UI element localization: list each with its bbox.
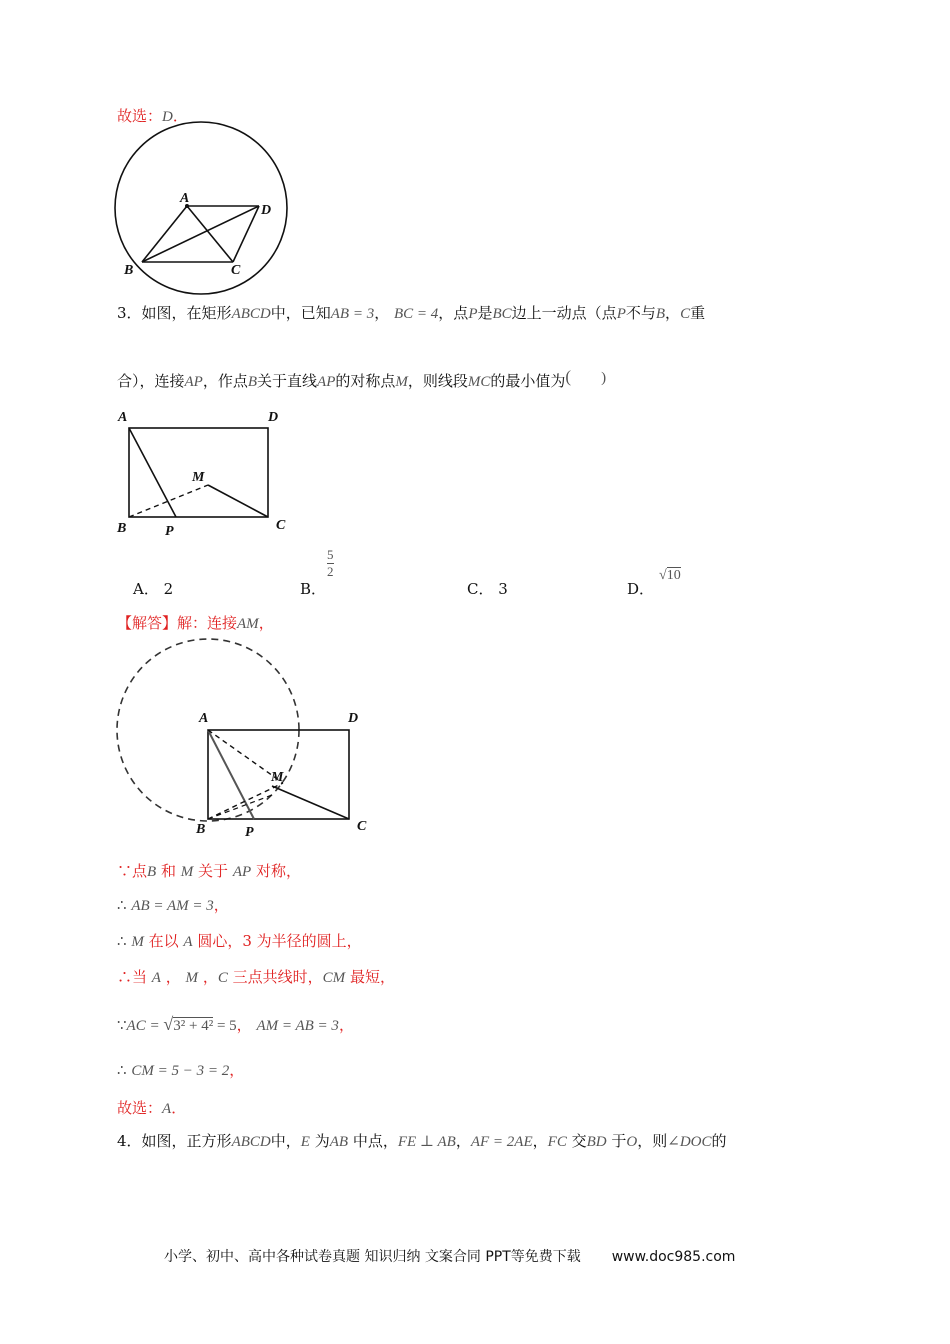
q4-var: ABCD bbox=[231, 1134, 271, 1150]
q3-text: 不与 bbox=[625, 304, 656, 322]
sol-var: C bbox=[217, 970, 228, 986]
solution-line3 bbox=[117, 930, 362, 951]
sol-text: 最短， bbox=[349, 968, 395, 986]
fig3-label-m: M bbox=[271, 770, 284, 785]
q4-var: O bbox=[626, 1134, 638, 1150]
q4-eq: FE ⊥ AB bbox=[397, 1134, 456, 1150]
q3-var: P bbox=[468, 306, 478, 322]
option-c-value: 3 bbox=[498, 580, 508, 598]
solution-line6 bbox=[117, 1059, 244, 1080]
sqrt-radicand: 10 bbox=[666, 568, 681, 583]
sol-text: ， bbox=[165, 968, 181, 986]
q3-text: ，则线段 bbox=[407, 372, 468, 390]
fig2-label-p: P bbox=[165, 524, 174, 539]
q3-text: ， bbox=[374, 304, 390, 322]
q3-var: P bbox=[616, 306, 626, 322]
solution-header bbox=[117, 612, 274, 633]
q4-var: AB bbox=[329, 1134, 349, 1150]
sol-var: A bbox=[183, 934, 193, 950]
solution-line4 bbox=[117, 966, 395, 987]
sol-text: 对称， bbox=[255, 862, 301, 880]
solution-line5 bbox=[117, 1014, 354, 1035]
solution-head-end: ， bbox=[258, 614, 274, 632]
sol-sqrt: √ bbox=[163, 1014, 174, 1034]
fig3-label-d: D bbox=[348, 711, 359, 726]
sol-ans-var: A bbox=[162, 1101, 172, 1117]
answer-suffix: ． bbox=[172, 107, 188, 125]
fig1-line-ac bbox=[187, 206, 233, 262]
q4-text: 中点， bbox=[352, 1132, 398, 1150]
q3-var: M bbox=[395, 374, 408, 390]
sol-var: B bbox=[147, 864, 157, 880]
q4-text: 如图，正方形 bbox=[141, 1132, 232, 1150]
fig2-label-c: C bbox=[276, 518, 286, 533]
fig3-label-a: A bbox=[199, 711, 209, 726]
fig3-label-c: C bbox=[357, 819, 367, 834]
fig2-label-m: M bbox=[192, 470, 205, 485]
sol-var: M bbox=[180, 864, 194, 880]
sol-eq: CM = 5 − 3 = 2 bbox=[131, 1063, 230, 1079]
q3-var: ABCD bbox=[231, 306, 271, 322]
q3-var: AP bbox=[184, 374, 203, 390]
q4-var: E bbox=[300, 1134, 310, 1150]
q3-line2 bbox=[117, 367, 607, 391]
fig2-line-mc bbox=[208, 485, 268, 517]
sol-text: ∴当 bbox=[117, 968, 148, 986]
sol-text: ， bbox=[202, 968, 218, 986]
q3-text: 是 bbox=[477, 304, 493, 322]
q4-var: BD bbox=[586, 1134, 607, 1150]
q3-paren: ) bbox=[601, 370, 607, 386]
q4-number: 4． bbox=[117, 1132, 142, 1150]
sol-eq: AC = bbox=[126, 1018, 164, 1034]
footer-url[interactable]: www.doc985.com bbox=[611, 1249, 736, 1265]
q4-var: ∠DOC bbox=[667, 1134, 712, 1150]
solution-head-var: AM bbox=[237, 616, 259, 632]
q4-text: ，则 bbox=[637, 1132, 668, 1150]
fig3-label-p: P bbox=[245, 825, 254, 840]
q3-var: MC bbox=[467, 374, 491, 390]
q3-text: ，点 bbox=[438, 304, 469, 322]
q3-text: 如图，在矩形 bbox=[141, 304, 232, 322]
option-a-label: A． bbox=[133, 580, 159, 598]
q3-number: 3． bbox=[117, 304, 142, 322]
sol-text: ∵点 bbox=[117, 862, 148, 880]
sol-symbol: ∵ bbox=[117, 1018, 127, 1034]
sol-var: A bbox=[151, 970, 161, 986]
sol-text: ， bbox=[229, 1061, 245, 1079]
fig1-label-b: B bbox=[124, 263, 134, 278]
fig1-label-a: A bbox=[180, 191, 190, 206]
q3-eq: AB = 3 bbox=[330, 306, 375, 322]
q4-eq: AF = 2AE bbox=[470, 1134, 533, 1150]
fig1-line-cd bbox=[233, 206, 259, 262]
option-b-label: B． bbox=[300, 580, 327, 598]
fig1-label-d: D bbox=[261, 203, 272, 218]
sol-eq: = 5 bbox=[213, 1018, 237, 1034]
q4-text: 中， bbox=[270, 1132, 301, 1150]
sol-text: 三点共线时， bbox=[232, 968, 323, 986]
q3-var: BC bbox=[492, 306, 512, 322]
fig3-line-mc bbox=[272, 786, 349, 819]
sol-eq: AB = AM = 3 bbox=[131, 898, 214, 914]
solution-head-text: 【解答】解：连接 bbox=[117, 614, 238, 632]
q4-text: 交 bbox=[571, 1132, 587, 1150]
option-c-label: C． bbox=[467, 580, 494, 598]
sol-text: 和 bbox=[160, 862, 176, 880]
fig3-label-b: B bbox=[196, 822, 206, 837]
q3-text: ，作点 bbox=[202, 372, 248, 390]
q3-var: C bbox=[680, 306, 691, 322]
fig3-line-ap bbox=[208, 730, 254, 819]
fig2-line-bm bbox=[129, 485, 208, 517]
sol-var: M bbox=[185, 970, 199, 986]
fraction bbox=[327, 548, 334, 579]
sol-text: 关于 bbox=[198, 862, 229, 880]
q3-var: AP bbox=[317, 374, 336, 390]
solution-answer bbox=[117, 1097, 186, 1118]
q3-paren: ( bbox=[565, 367, 572, 386]
sol-text: 在以 bbox=[148, 932, 179, 950]
q4-text: ， bbox=[532, 1132, 548, 1150]
option-a-value: 2 bbox=[163, 580, 174, 598]
solution-line2 bbox=[117, 894, 229, 915]
q4-text: 的 bbox=[711, 1132, 727, 1150]
option-a[interactable] bbox=[133, 578, 173, 599]
q3-text: 的最小值为 bbox=[490, 372, 566, 390]
footer-text: 小学、初中、高中各种试卷真题 知识归纳 文案合同 PPT等免费下载 bbox=[164, 1249, 581, 1265]
q3-text: 合），连接 bbox=[117, 372, 185, 390]
q4-text: 于 bbox=[611, 1132, 627, 1150]
sqrt-symbol: √ bbox=[659, 568, 667, 583]
option-b[interactable] bbox=[300, 578, 326, 599]
q4-text: ， bbox=[455, 1132, 471, 1150]
fraction-denominator: 2 bbox=[327, 564, 334, 579]
fig2-label-a: A bbox=[118, 410, 128, 425]
fig2-label-b: B bbox=[117, 521, 127, 536]
sol-text: ， bbox=[213, 896, 229, 914]
option-d-label: D． bbox=[627, 580, 655, 598]
q3-text: 边上一动点（点 bbox=[511, 304, 617, 322]
sol-symbol: ∴ bbox=[117, 934, 127, 950]
sol-radicand: 3² + 4² bbox=[173, 1018, 214, 1034]
q3-line1 bbox=[117, 302, 705, 323]
fig1-line-bd bbox=[142, 206, 259, 262]
sol-symbol: ∴ bbox=[117, 1063, 127, 1079]
q4-var: FC bbox=[547, 1134, 567, 1150]
q3-text: 中，已知 bbox=[270, 304, 331, 322]
answer-prefix: 故选： bbox=[117, 107, 163, 125]
sol-var: M bbox=[131, 934, 144, 950]
q4-line1 bbox=[117, 1130, 727, 1151]
sol-text: 圆心，3 为半径的圆上， bbox=[197, 932, 362, 950]
q3-text: 关于直线 bbox=[257, 372, 318, 390]
option-d[interactable] bbox=[627, 578, 654, 599]
fig1-line-ab bbox=[142, 206, 187, 262]
fraction-numerator: 5 bbox=[327, 547, 334, 562]
q3-text: ， bbox=[665, 304, 681, 322]
q3-var: B bbox=[655, 306, 666, 322]
sol-ans-prefix: 故选： bbox=[117, 1099, 163, 1117]
q3-var: B bbox=[247, 374, 258, 390]
sol-eq: AM = AB = 3 bbox=[256, 1018, 339, 1034]
fig2-label-d: D bbox=[268, 410, 279, 425]
q4-text: 为 bbox=[314, 1132, 330, 1150]
option-d-sqrt bbox=[659, 568, 681, 584]
sol-symbol: ∴ bbox=[117, 898, 127, 914]
sol-text: ， bbox=[236, 1016, 252, 1034]
footer bbox=[164, 1246, 735, 1266]
solution-line1 bbox=[117, 860, 301, 881]
fig1-label-c: C bbox=[231, 263, 241, 278]
sol-var: AP bbox=[232, 864, 252, 880]
option-b-fraction bbox=[327, 548, 334, 579]
sol-ans-suffix: ． bbox=[171, 1099, 187, 1117]
sol-text: ， bbox=[338, 1016, 354, 1034]
q3-eq: BC = 4 bbox=[394, 306, 439, 322]
sol-var: CM bbox=[322, 970, 346, 986]
q3-text: 的对称点 bbox=[335, 372, 396, 390]
answer-var: D bbox=[162, 109, 173, 125]
option-c[interactable] bbox=[467, 578, 508, 599]
q3-text: 重 bbox=[690, 304, 706, 322]
fig2-line-ap bbox=[129, 428, 176, 517]
